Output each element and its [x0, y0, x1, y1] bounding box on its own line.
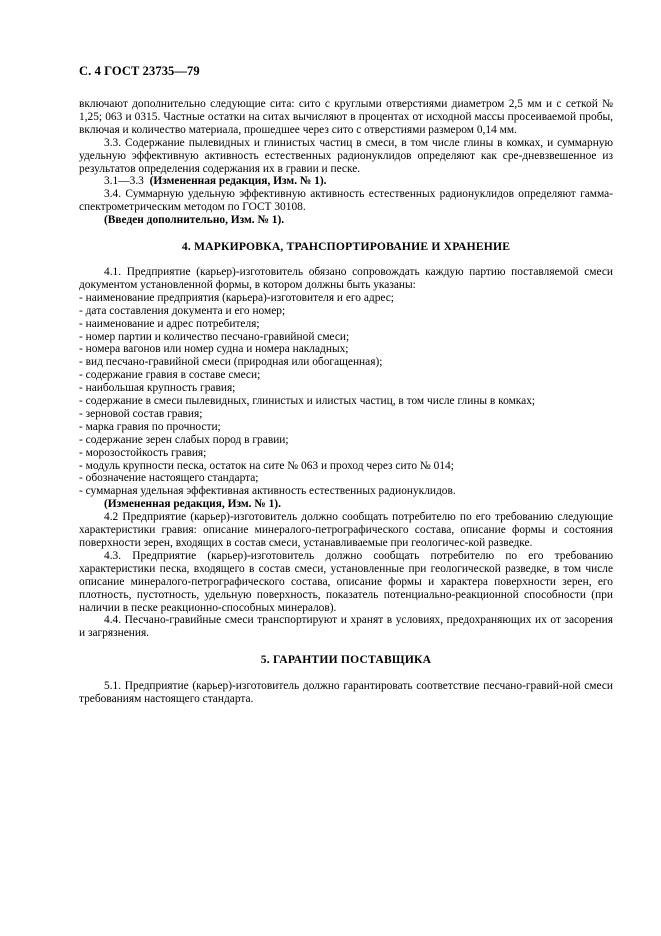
list-item: - наибольшая крупность гравия; — [79, 382, 236, 395]
list-item: - морозостойкость гравия; — [79, 446, 207, 459]
list-item: - обозначение настоящего стандарта; — [79, 472, 259, 485]
section-5-title: 5. ГАРАНТИИ ПОСТАВЩИКА — [260, 653, 432, 667]
amendment-ref: 3.1—3.3 — [104, 175, 144, 188]
list-item: - вид песчано-гравийной смеси (природная или обогащенная); — [79, 356, 383, 369]
list-item: - номера вагонов или номер судна и номера накладных; — [79, 343, 349, 356]
paragraph-sieves: включают дополнительно следующие сита: сито с круглыми отверстиями диаметром 2,5 мм и с сеткой № 1,25; 063 и 0315. Частные остатки на ситах вычисляют в процентах от исходной массы просеиваемой пробы, включая и количество материала, прошедшее через сито с отверстиями размером 0,14 мм. — [79, 98, 613, 136]
amendment-note: (Измененная редакция, Изм. № 1). — [149, 175, 327, 188]
paragraph-3-4: 3.4. Суммарную удельную эффективную активность естественных радионуклидов определяют гамма-спектрометрическим методом по ГОСТ 30108. — [79, 188, 613, 214]
list-item: - содержание зерен слабых пород в гравии; — [79, 433, 289, 446]
document-requirements-list — [79, 292, 613, 499]
list-item: - содержание в смеси пылевидных, глинистых и илистых частиц, в том числе глины в комках; — [79, 395, 536, 408]
list-item: - дата составления документа и его номер; — [79, 304, 286, 317]
list-item: - суммарная удельная эффективная активность естественных радионуклидов. — [79, 485, 456, 498]
list-item: - зерновой состав гравия; — [79, 407, 203, 420]
paragraph-5-1: 5.1. Предприятие (карьер)-изготовитель должно гарантировать соответствие песчано-гравий-ной смеси требованиям настоящего стандарта. — [79, 680, 613, 706]
list-item: - номер партии и количество песчано-гравийной смеси; — [79, 330, 350, 343]
list-item: - марка гравия по прочности; — [79, 420, 221, 433]
list-item: - наименование предприятия (карьера)-изготовителя и его адрес; — [79, 291, 394, 304]
paragraph-3-3: 3.3. Содержание пылевидных и глинистых частиц в смеси, в том числе глины в комках, и суммарную удельную эффективную активность естественных радионуклидов определяют как сре-дневзвешенное из результатов определения содержания их в гравии и песке. — [79, 136, 613, 175]
paragraph-4-3: 4.3. Предприятие (карьер)-изготовитель должно сообщать потребителю по его требованию характеристики песка, входящего в состав смеси, установленные при геологической разведке, в том числе описание минералого-петрографического состава, описание формы и характера поверхности зерен, его плотность, пустотность, удельную поверхность, показатель потенциально-реакционной способности (при наличии в песке реакционно-способных минералов). — [79, 549, 613, 614]
page-header: С. 4 ГОСТ 23735—79 — [79, 64, 200, 78]
paragraph-4-1: 4.1. Предприятие (карьер)-изготовитель обязано сопровождать каждую партию поставляемой смеси документом установленной формы, в котором должны быть указаны: — [79, 265, 613, 291]
section-4-title: 4. МАРКИРОВКА, ТРАНСПОРТИРОВАНИЕ И ХРАНЕНИЕ — [181, 240, 511, 254]
amendment-note-4-1: (Измененная редакция, Изм. № 1). — [104, 498, 281, 511]
list-item: - содержание гравия в составе смеси; — [79, 369, 261, 382]
paragraph-4-4: 4.4. Песчано-гравийные смеси транспортируют и хранят в условиях, предохраняющих их от засорения и загрязнения. — [79, 614, 613, 640]
document-body — [79, 98, 613, 706]
list-item: - модуль крупности песка, остаток на сите № 063 и проход через сито № 014; — [79, 459, 454, 472]
list-item: - наименование и адрес потребителя; — [79, 317, 260, 330]
paragraph-introduced-note: (Введен дополнительно, Изм. № 1). — [104, 214, 285, 227]
paragraph-4-2: 4.2 Предприятие (карьер)-изготовитель должно сообщать потребителю по его требованию следующие характеристики гравия: описание минералого-петрографического состава, описание формы и состояния поверхности зерен, входящих в состав смеси, устанавливаемые при геологичес-кой разведке. — [79, 511, 613, 549]
paragraph-amendment-3-1-3-3 — [79, 175, 613, 188]
